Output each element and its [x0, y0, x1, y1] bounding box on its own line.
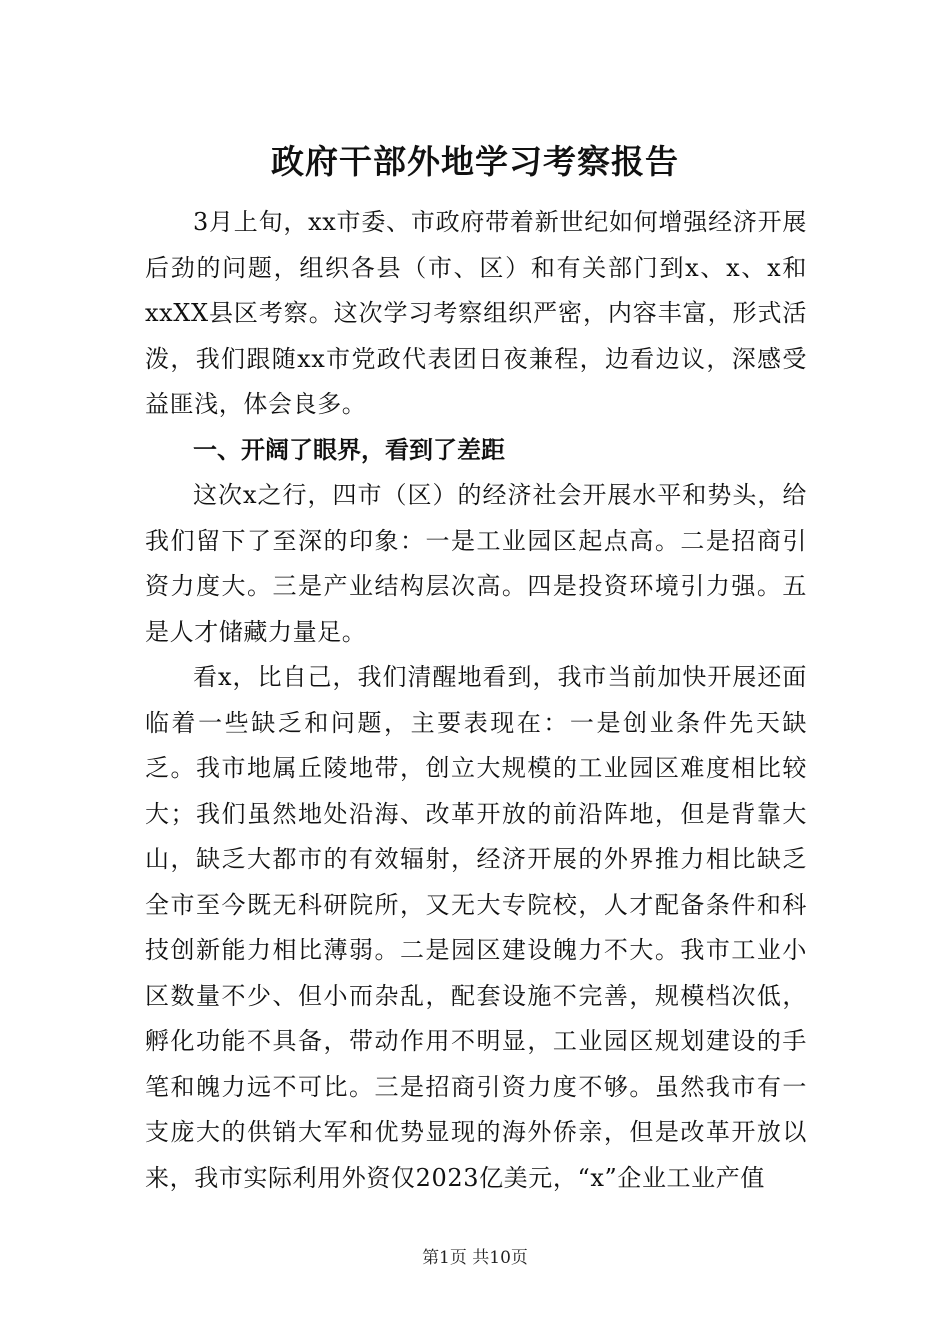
paragraph-intro: 3月上旬，xx市委、市政府带着新世纪如何增强经济开展后劲的问题，组织各县（市、区）和有关部门到x、x、x和xxXX县区考察。这次学习考察组织严密，内容丰富，形式活泼，我们跟随xx市党政代表团日夜兼程，边看边议，深感受益匪浅，体会良多。 — [145, 208, 807, 418]
paragraph-impressions: 这次x之行，四市（区）的经济社会开展水平和势头，给我们留下了至深的印象：一是工业园区起点高。二是招商引资力度大。三是产业结构层次高。四是投资环境引力强。五是人才储藏力量足。 — [145, 481, 807, 646]
paragraph-problems: 看x，比自己，我们清醒地看到，我市当前加快开展还面临着一些缺乏和问题，主要表现在：一是创业条件先天缺乏。我市地属丘陵地带，创立大规模的工业园区难度相比较大；我们虽然地处沿海、改革开放的前沿阵地，但是背靠大山，缺乏大都市的有效辐射，经济开展的外界推力相比缺乏全市至今既无科研院所，又无大专院校，人才配备条件和科技创新能力相比薄弱。二是园区建设魄力不大。我市工业小区数量不少、但小而杂乱，配套设施不完善，规模档次低，孵化功能不具备，带动作用不明显，工业园区规划建设的手笔和魄力远不可比。三是招商引资力度不够。虽然我市有一支庞大的供销大军和优势显现的海外侨亲，但是改革开放以来，我市实际利用外资仅2023亿美元，“x”企业工业产值 — [145, 663, 807, 1192]
document-title: 政府干部外地学习考察报告 — [271, 142, 679, 181]
page-footer: 第1页 共10页 — [422, 1248, 528, 1268]
document-body — [145, 200, 807, 1201]
section-heading-1: 一、开阔了眼界，看到了差距 — [193, 435, 505, 464]
